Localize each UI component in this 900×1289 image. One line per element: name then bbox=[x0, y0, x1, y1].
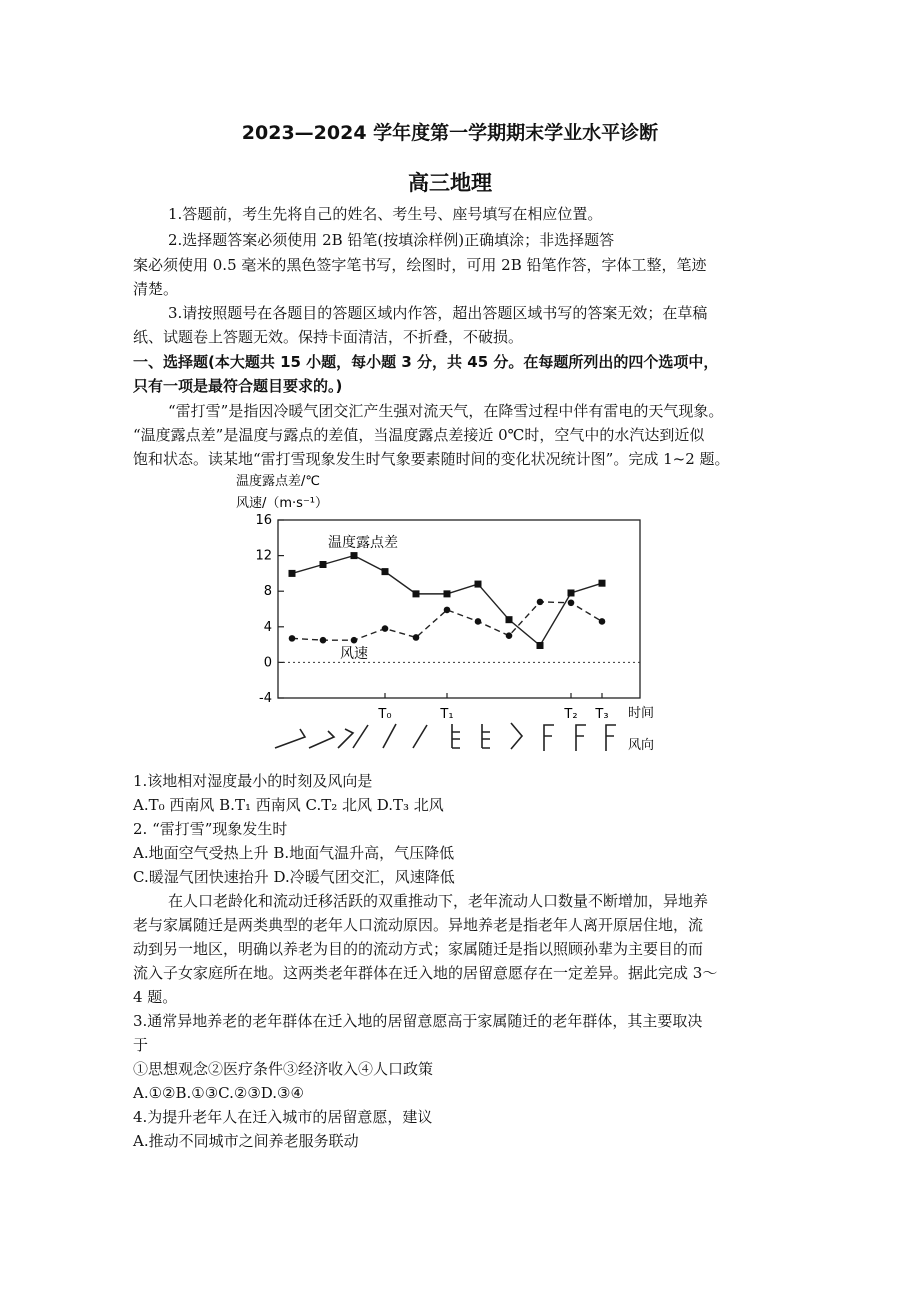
instruction-line: 2.选择题答案必须使用 2B 铅笔(按填涂样例)正确填涂；非选择题答 bbox=[168, 231, 615, 249]
exam-title: 2023—2024 学年度第一学期期末学业水平诊断 bbox=[241, 122, 659, 144]
wind-barb-icon bbox=[338, 729, 353, 748]
y-tick-label: 12 bbox=[255, 548, 272, 564]
data-point bbox=[506, 632, 513, 639]
question-line: 1.该地相对湿度最小的时刻及风向是 bbox=[133, 772, 373, 790]
data-point bbox=[444, 590, 451, 597]
question-line: 4.为提升老年人在迁入城市的居留意愿，建议 bbox=[133, 1108, 433, 1126]
question-line: C.暖湿气团快速抬升 D.冷暖气团交汇，风速降低 bbox=[133, 868, 455, 886]
passage-line: “雷打雪”是指因冷暖气团交汇产生强对流天气，在降雪过程中伴有雷电的天气现象。 bbox=[168, 402, 724, 420]
data-point bbox=[444, 607, 451, 614]
y-tick-label: -4 bbox=[259, 691, 272, 706]
x-marker-label: T₃ bbox=[595, 707, 609, 722]
wind-barb-icon bbox=[275, 729, 305, 748]
wind-barb-icon bbox=[576, 725, 586, 751]
wind-barb-icon bbox=[353, 725, 368, 748]
question-line: A.地面空气受热上升 B.地面气温升高，气压降低 bbox=[133, 844, 455, 862]
y-tick-label: 8 bbox=[263, 584, 272, 600]
y-axis-label: 温度露点差/℃ bbox=[236, 474, 320, 489]
data-point bbox=[382, 568, 389, 575]
exam-subject: 高三地理 bbox=[408, 171, 492, 195]
section-heading: 一、选择题(本大题共 15 小题，每小题 3 分，共 45 分。在每题所列出的四个选项中， bbox=[133, 353, 719, 371]
passage-line: 在人口老龄化和流动迁移活跃的双重推动下，老年流动人口数量不断增加，异地养 bbox=[168, 892, 709, 910]
data-point bbox=[351, 552, 358, 559]
passage-line: 饱和状态。读某地“雷打雪现象发生时气象要素随时间的变化状况统计图”。完成 1~2 题。 bbox=[133, 450, 730, 468]
wind-barb-icon bbox=[482, 724, 490, 748]
data-point bbox=[537, 642, 544, 649]
x-marker-label: T₀ bbox=[378, 707, 392, 722]
instruction-line: 清楚。 bbox=[133, 280, 179, 298]
wind-barb-icon bbox=[452, 724, 460, 748]
passage-line: 老与家属随迁是两类典型的老年人口流动原因。异地养老是指老年人离开原居住地，流 bbox=[133, 916, 704, 934]
data-point bbox=[475, 618, 482, 625]
data-point bbox=[289, 635, 296, 642]
y-tick-label: 0 bbox=[263, 655, 272, 671]
data-point bbox=[320, 637, 327, 644]
y-tick-label: 16 bbox=[255, 513, 272, 528]
y-axis-label: 风速/（m·s⁻¹） bbox=[236, 496, 329, 511]
passage-line: 流入子女家庭所在地。这两类老年群体在迁入地的居留意愿存在一定差异。据此完成 3～ bbox=[133, 964, 718, 982]
data-point bbox=[413, 590, 420, 597]
series-label: 风速 bbox=[340, 646, 368, 662]
passage-line: “温度露点差”是温度与露点的差值，当温度露点差接近 0℃时，空气中的水汽达到近似 bbox=[133, 426, 705, 444]
instruction-line: 案必须使用 0.5 毫米的黑色签字笔书写，绘图时，可用 2B 铅笔作答，字体工整，笔迹 bbox=[133, 256, 707, 274]
instruction-line: 1.答题前，考生先将自己的姓名、考生号、座号填写在相应位置。 bbox=[168, 205, 603, 223]
wind-direction-label: 风向 bbox=[628, 738, 655, 753]
wind-barb-icon bbox=[309, 731, 334, 748]
wind-barb-icon bbox=[511, 723, 522, 749]
data-point bbox=[475, 581, 482, 588]
data-point bbox=[382, 625, 389, 632]
data-point bbox=[568, 599, 575, 606]
question-line: A.T₀ 西南风 B.T₁ 西南风 C.T₂ 北风 D.T₃ 北风 bbox=[133, 796, 444, 814]
passage-line: 动到另一地区，明确以养老为目的的流动方式；家属随迁是指以照顾孙辈为主要目的而 bbox=[133, 940, 704, 958]
series-line-dewpoint-depression bbox=[292, 556, 602, 646]
data-point bbox=[289, 570, 296, 577]
data-point bbox=[599, 580, 606, 587]
wind-barbs bbox=[275, 723, 616, 751]
wind-barb-icon bbox=[544, 725, 554, 751]
wind-barb-icon bbox=[413, 725, 427, 748]
data-point bbox=[506, 616, 513, 623]
x-marker-label: T₁ bbox=[440, 707, 454, 722]
series-label: 温度露点差 bbox=[328, 535, 398, 551]
weather-chart bbox=[230, 467, 670, 767]
data-point bbox=[351, 637, 358, 644]
question-line: 2. “雷打雪”现象发生时 bbox=[133, 820, 288, 838]
question-line: ①思想观念②医疗条件③经济收入④人口政策 bbox=[133, 1060, 434, 1078]
question-line: 于 bbox=[133, 1036, 149, 1054]
data-point bbox=[320, 561, 327, 568]
wind-barb-icon bbox=[606, 725, 616, 751]
data-point bbox=[537, 599, 544, 606]
question-line: A.推动不同城市之间养老服务联动 bbox=[133, 1132, 359, 1150]
instruction-line: 3.请按照题号在各题目的答题区域内作答，超出答题区域书写的答案无效；在草稿 bbox=[168, 304, 708, 322]
passage-line: 4 题。 bbox=[133, 988, 178, 1006]
question-line: 3.通常异地养老的老年群体在迁入地的居留意愿高于家属随迁的老年群体，其主要取决 bbox=[133, 1012, 703, 1030]
x-marker-label: T₂ bbox=[564, 707, 578, 722]
data-point bbox=[599, 618, 606, 625]
section-heading: 只有一项是最符合题目要求的。) bbox=[133, 377, 343, 395]
question-line: A.①②B.①③C.②③D.③④ bbox=[133, 1084, 304, 1102]
data-point bbox=[568, 589, 575, 596]
data-point bbox=[413, 634, 420, 641]
wind-barb-icon bbox=[383, 724, 396, 748]
instruction-line: 纸、试题卷上答题无效。保持卡面清洁，不折叠，不破损。 bbox=[133, 328, 524, 346]
y-tick-label: 4 bbox=[263, 619, 272, 635]
x-axis-label: 时间 bbox=[628, 706, 655, 721]
